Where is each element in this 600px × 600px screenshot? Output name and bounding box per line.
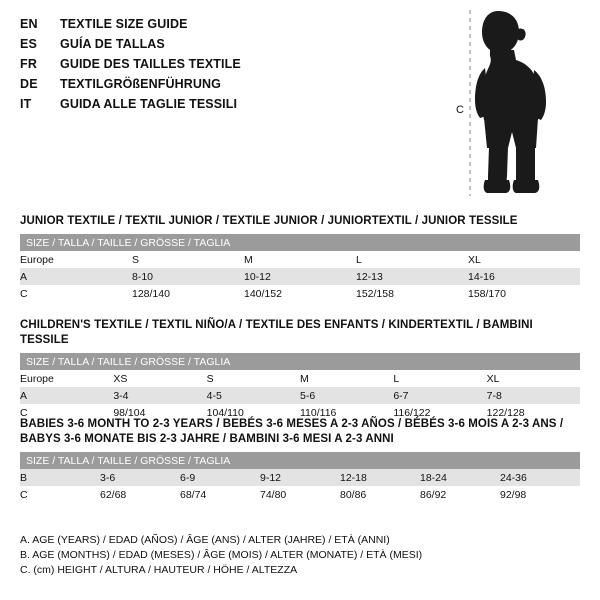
- table-row: [20, 268, 580, 285]
- cell-value: 152/158: [356, 287, 394, 300]
- table-row: [20, 285, 580, 302]
- size-header-label: SIZE / TALLA / TAILLE / GRÖSSE / TAGLIA: [20, 452, 580, 469]
- section-title: CHILDREN'S TEXTILE / TEXTIL NIÑO/A / TEXTILE DES ENFANTS / KINDERTEXTIL / BAMBINI TESSILE: [20, 319, 533, 346]
- language-title: GUIDE DES TAILLES TEXTILE: [60, 57, 241, 71]
- cell-value: L: [393, 372, 400, 385]
- cell-value: 9-12: [260, 469, 340, 486]
- section-junior-textile: [20, 214, 580, 302]
- row-label: Europe: [20, 253, 54, 266]
- cell-value: XS: [113, 372, 128, 385]
- cell-value: 116/122: [393, 406, 431, 419]
- cell-value: 140/152: [244, 287, 282, 300]
- language-code: FR: [20, 57, 38, 71]
- legend-line-a: A. AGE (YEARS) / EDAD (AÑOS) / ÂGE (ANS) / ALTER (JAHRE) / ETÀ (ANNI): [20, 534, 390, 546]
- language-row: [20, 34, 440, 54]
- cell-value: 68/74: [180, 488, 207, 501]
- size-header-label: SIZE / TALLA / TAILLE / GRÖSSE / TAGLIA: [20, 234, 580, 251]
- cell-value: 86/92: [420, 488, 447, 501]
- cell-value: S: [206, 372, 214, 385]
- language-code: IT: [20, 97, 32, 111]
- table-row: [20, 387, 580, 404]
- cell-value: 122/128: [486, 406, 525, 419]
- cell-value: 5-6: [300, 387, 393, 404]
- row-label: C: [20, 406, 28, 419]
- size-header-label: SIZE / TALLA / TAILLE / GRÖSSE / TAGLIA: [20, 353, 580, 370]
- cell-value: 62/68: [100, 488, 127, 501]
- cell-value: 12-13: [356, 268, 468, 285]
- cell-value: S: [132, 253, 140, 266]
- row-label: C: [20, 287, 28, 300]
- language-code: EN: [20, 17, 38, 31]
- language-row: [20, 94, 440, 114]
- language-title: GUIDA ALLE TAGLIE TESSILI: [60, 97, 238, 111]
- babies-size-table: [20, 452, 580, 503]
- language-code: ES: [20, 37, 38, 51]
- table-row: [20, 469, 580, 486]
- row-label: C: [20, 488, 28, 501]
- junior-size-table: [20, 234, 580, 302]
- cell-value: 74/80: [260, 488, 287, 501]
- cell-value: 6-7: [393, 387, 486, 404]
- row-label: A: [20, 268, 132, 285]
- table-row: [20, 370, 580, 387]
- cell-value: 158/170: [468, 287, 506, 300]
- language-title: TEXTILE SIZE GUIDE: [60, 17, 188, 31]
- cell-value: 3-4: [113, 387, 206, 404]
- language-row: [20, 14, 440, 34]
- cell-value: XL: [468, 253, 481, 266]
- table-header-row: [20, 452, 580, 469]
- cell-value: 3-6: [100, 469, 180, 486]
- row-label: Europe: [20, 372, 54, 385]
- legend-line-c: C. (cm) HEIGHT / ALTURA / HAUTEUR / HÖHE / ALTEZZA: [20, 564, 298, 576]
- cell-value: 92/98: [500, 488, 527, 501]
- section-babies-textile: [20, 417, 580, 503]
- cell-value: 80/86: [340, 488, 367, 501]
- cell-value: L: [356, 253, 362, 266]
- cell-value: 8-10: [132, 268, 244, 285]
- language-code: DE: [20, 77, 38, 91]
- legend-notes: [20, 533, 580, 578]
- baby-silhouette-icon: [462, 8, 577, 198]
- cell-value: 14-16: [468, 268, 580, 285]
- language-title: TEXTILGRÖßENFÜHRUNG: [60, 77, 221, 91]
- legend-line-b: B. AGE (MONTHS) / EDAD (MESES) / ÂGE (MOIS) / ALTER (MONATE) / ETÀ (MESI): [20, 549, 423, 561]
- cell-value: 4-5: [207, 387, 300, 404]
- cell-value: 104/110: [206, 406, 244, 419]
- cell-value: 128/140: [132, 287, 170, 300]
- cell-value: 98/104: [113, 406, 146, 419]
- table-header-row: [20, 234, 580, 251]
- table-header-row: [20, 353, 580, 370]
- cell-value: 7-8: [487, 387, 580, 404]
- section-title: BABIES 3-6 MONTH TO 2-3 YEARS / BEBÉS 3-6 MESES A 2-3 AÑOS / BÉBÉS 3-6 MOIS A 2-3 ANS / BABYS 3-6 MONATE BIS 2-3 JAHRE / BAMBINI 3-6 MESI A 2-3 ANNI: [20, 418, 564, 445]
- row-label: A: [20, 387, 113, 404]
- section-childrens-textile: [20, 318, 580, 421]
- height-measure-label: C: [456, 104, 464, 116]
- language-row: [20, 54, 440, 74]
- section-title: JUNIOR TEXTILE / TEXTIL JUNIOR / TEXTILE JUNIOR / JUNIORTEXTIL / JUNIOR TESSILE: [20, 215, 518, 227]
- language-title: GUÍA DE TALLAS: [60, 37, 165, 51]
- measurement-figure: [440, 0, 600, 205]
- language-title-list: [20, 14, 440, 114]
- row-label: B: [20, 469, 100, 486]
- cell-value: 110/116: [299, 406, 337, 419]
- cell-value: 12-18: [340, 469, 420, 486]
- cell-value: M: [244, 253, 253, 266]
- cell-value: 6-9: [180, 469, 260, 486]
- cell-value: XL: [486, 372, 500, 385]
- table-row: [20, 251, 580, 268]
- cell-value: 18-24: [420, 469, 500, 486]
- cell-value: 24-36: [500, 469, 580, 486]
- children-size-table: [20, 353, 580, 421]
- cell-value: 10-12: [244, 268, 356, 285]
- table-row: [20, 486, 580, 503]
- cell-value: M: [299, 372, 309, 385]
- language-row: [20, 74, 440, 94]
